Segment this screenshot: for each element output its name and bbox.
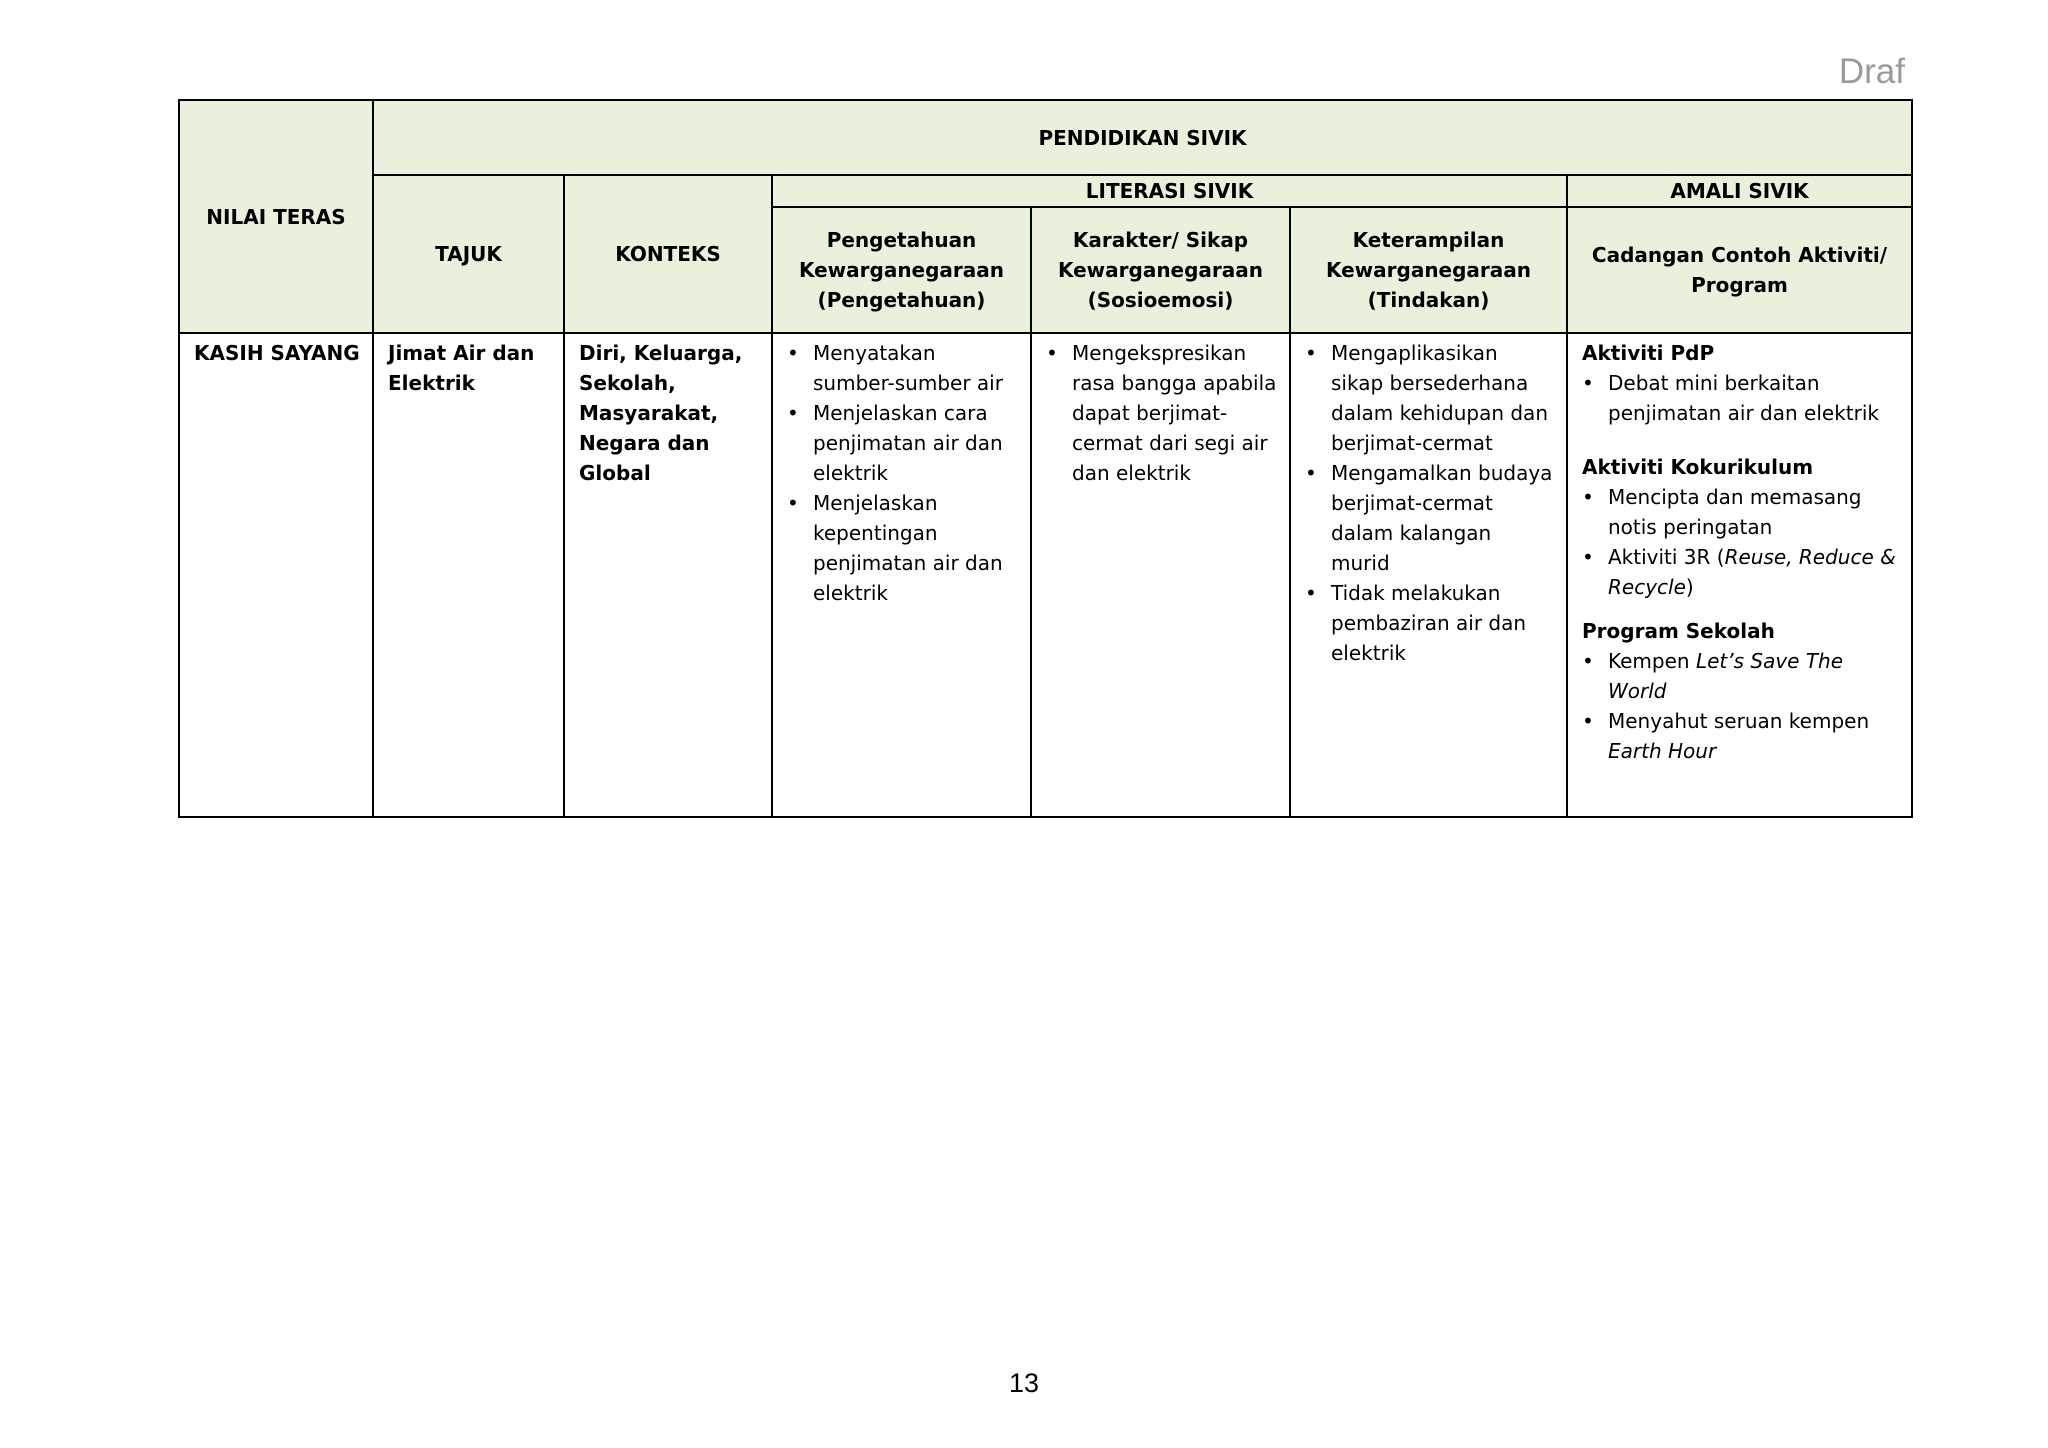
cell-nilai-teras: KASIH SAYANG <box>179 333 373 817</box>
header-konteks: KONTEKS <box>564 175 772 333</box>
cell-amali <box>1567 333 1912 817</box>
list-item: • Menyatakan sumber-sumber air <box>813 338 1018 398</box>
list-item: • Menjelaskan cara penjimatan air dan elektrik <box>813 398 1018 488</box>
header-literasi-sivik: LITERASI SIVIK <box>772 175 1567 207</box>
header-amali-sivik: AMALI SIVIK <box>1567 175 1912 207</box>
cell-pengetahuan <box>772 333 1031 817</box>
list-item: • Aktiviti 3R (Reuse, Reduce & Recycle) <box>1608 542 1899 602</box>
list-item: • Mencipta dan memasang notis peringatan <box>1608 482 1899 542</box>
header-karakter: Karakter/ Sikap Kewarganegaraan (Sosioemosi) <box>1031 207 1290 333</box>
list-item: • Menyahut seruan kempen Earth Hour <box>1608 706 1899 766</box>
civic-curriculum-table <box>178 99 1913 818</box>
list-item: • Tidak melakukan pembaziran air dan elektrik <box>1331 578 1554 668</box>
cell-konteks: Diri, Keluarga, Sekolah, Masyarakat, Negara dan Global <box>564 333 772 817</box>
cell-karakter <box>1031 333 1290 817</box>
sekolah-title: Program Sekolah <box>1582 619 1775 643</box>
cell-keterampilan <box>1290 333 1567 817</box>
pdp-title: Aktiviti PdP <box>1582 341 1715 365</box>
list-item: • Debat mini berkaitan penjimatan air dan elektrik <box>1608 368 1899 428</box>
page-number: 13 <box>1008 1368 1040 1398</box>
list-item: • Mengekspresikan rasa bangga apabila dapat berjimat-cermat dari segi air dan elektrik <box>1072 338 1277 488</box>
draft-watermark: Draf <box>1838 52 1905 91</box>
header-pengetahuan: Pengetahuan Kewarganegaraan (Pengetahuan) <box>772 207 1031 333</box>
table-row <box>179 333 1912 817</box>
header-keterampilan: Keterampilan Kewarganegaraan (Tindakan) <box>1290 207 1567 333</box>
list-item: • Kempen Let’s Save The World <box>1608 646 1899 706</box>
header-nilai-teras: NILAI TERAS <box>179 100 373 333</box>
list-item: • Mengaplikasikan sikap bersederhana dalam kehidupan dan berjimat-cermat <box>1331 338 1554 458</box>
header-cadangan: Cadangan Contoh Aktiviti/ Program <box>1567 207 1912 333</box>
header-tajuk: TAJUK <box>373 175 564 333</box>
cell-tajuk: Jimat Air dan Elektrik <box>373 333 564 817</box>
list-item: • Menjelaskan kepentingan penjimatan air dan elektrik <box>813 488 1018 608</box>
list-item: • Mengamalkan budaya berjimat-cermat dalam kalangan murid <box>1331 458 1554 578</box>
koko-title: Aktiviti Kokurikulum <box>1582 455 1814 479</box>
header-pendidikan-sivik: PENDIDIKAN SIVIK <box>373 100 1912 175</box>
